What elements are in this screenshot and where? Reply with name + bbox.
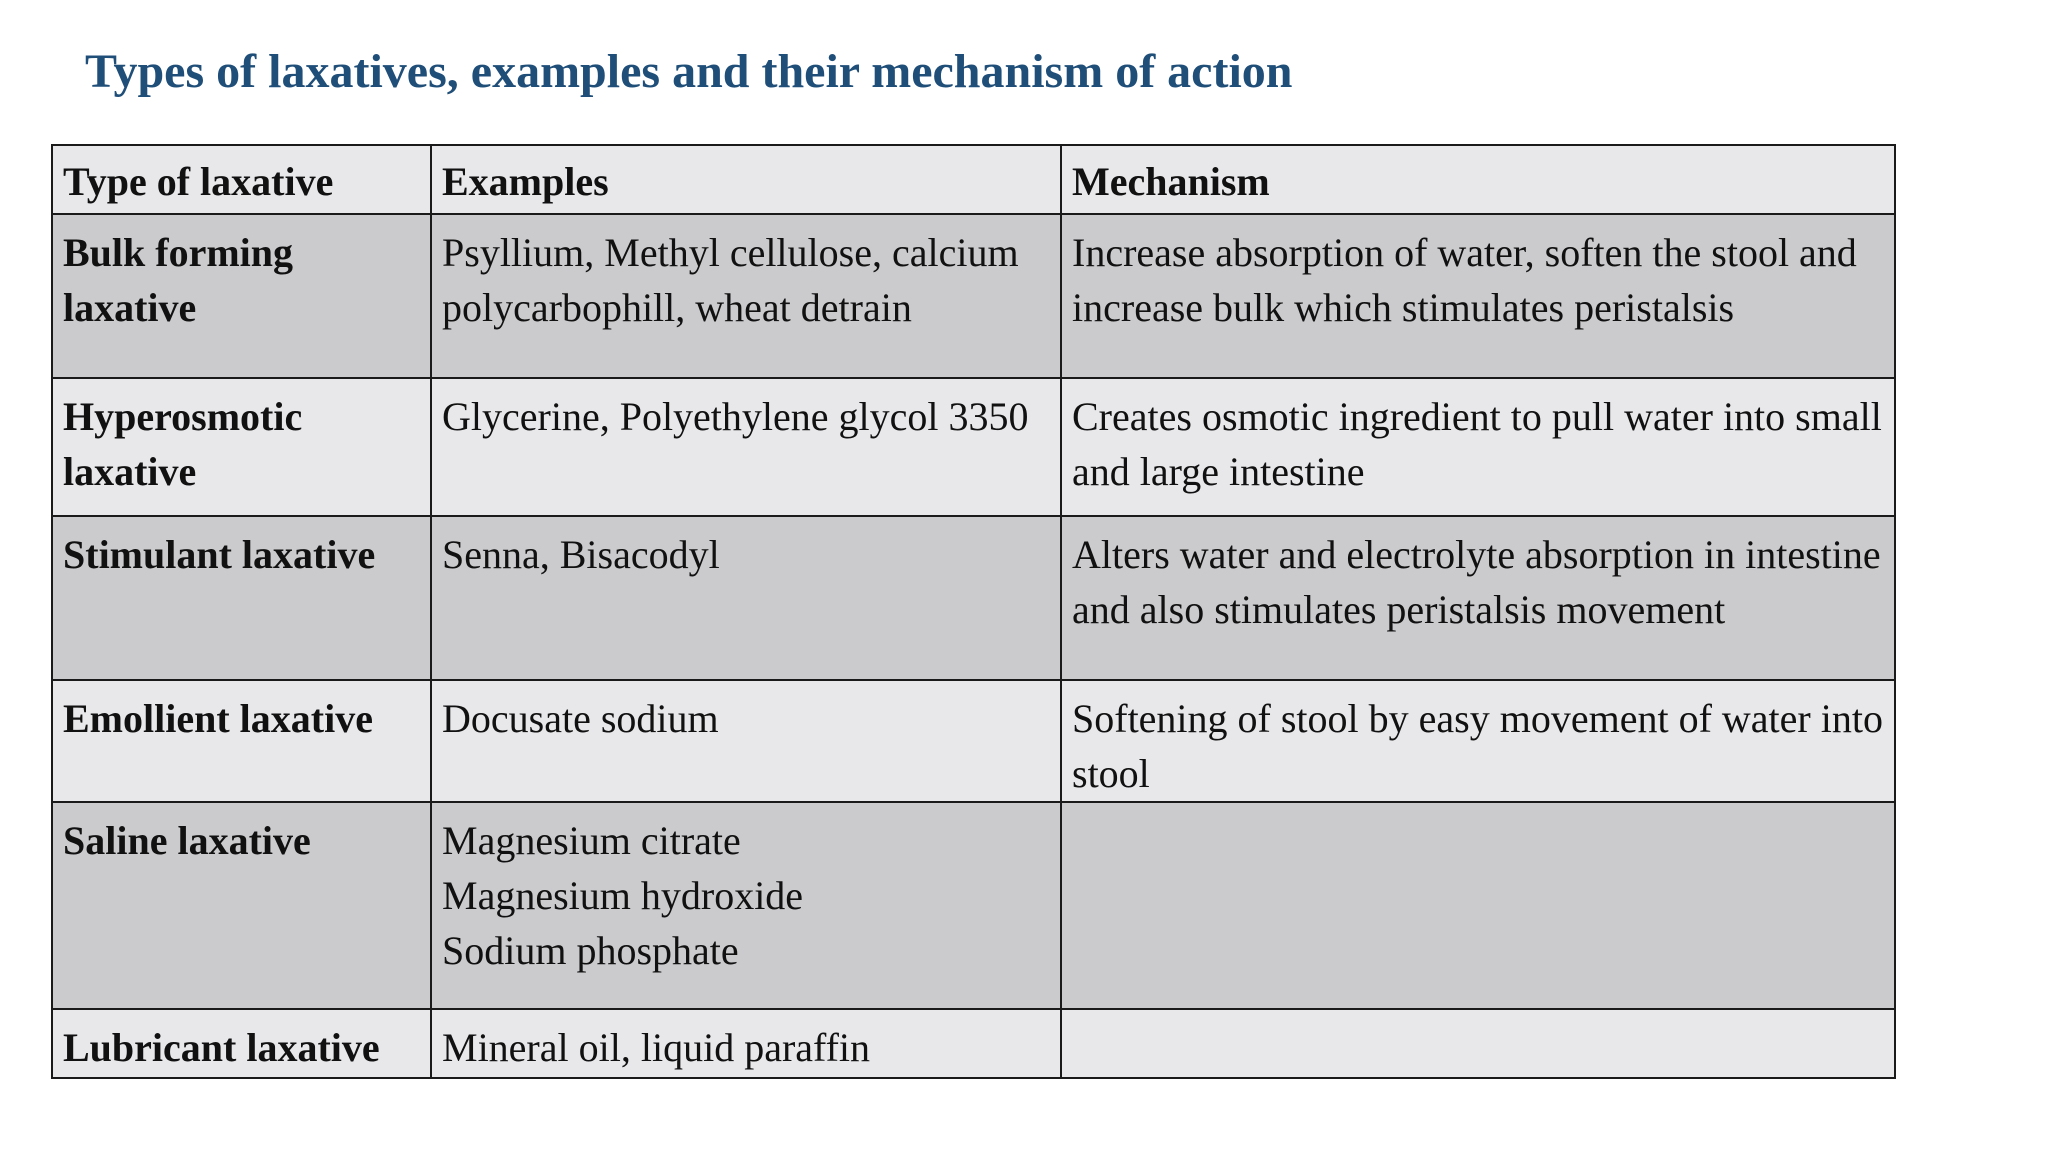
mechanism-cell bbox=[1061, 802, 1895, 1009]
mechanism-cell: Creates osmotic ingredient to pull water into small and large intestine bbox=[1061, 378, 1895, 516]
table-row bbox=[52, 802, 1895, 1009]
mechanism-cell: Softening of stool by easy movement of water into stool bbox=[1061, 680, 1895, 802]
laxatives-table bbox=[51, 144, 1896, 1079]
table-header-row bbox=[52, 145, 1895, 214]
header-examples: Examples bbox=[431, 145, 1061, 214]
type-cell: Hyperosmotic laxative bbox=[52, 378, 431, 516]
examples-cell: Mineral oil, liquid paraffin bbox=[431, 1009, 1061, 1078]
type-cell: Lubricant laxative bbox=[52, 1009, 431, 1078]
table-row bbox=[52, 680, 1895, 802]
table-row bbox=[52, 378, 1895, 516]
table-row bbox=[52, 516, 1895, 680]
table-row bbox=[52, 214, 1895, 378]
header-type-of-laxative: Type of laxative bbox=[52, 145, 431, 214]
example-line: Magnesium citrate bbox=[442, 818, 741, 863]
example-line: Sodium phosphate bbox=[442, 928, 739, 973]
type-cell: Saline laxative bbox=[52, 802, 431, 1009]
examples-cell bbox=[431, 802, 1061, 1009]
type-cell: Stimulant laxative bbox=[52, 516, 431, 680]
mechanism-cell bbox=[1061, 1009, 1895, 1078]
examples-cell: Senna, Bisacodyl bbox=[431, 516, 1061, 680]
mechanism-cell: Alters water and electrolyte absorption in intestine and also stimulates peristalsis movement bbox=[1061, 516, 1895, 680]
type-cell: Emollient laxative bbox=[52, 680, 431, 802]
mechanism-cell: Increase absorption of water, soften the stool and increase bulk which stimulates peristalsis bbox=[1061, 214, 1895, 378]
table-row bbox=[52, 1009, 1895, 1078]
header-mechanism: Mechanism bbox=[1061, 145, 1895, 214]
type-cell: Bulk forming laxative bbox=[52, 214, 431, 378]
examples-cell: Glycerine, Polyethylene glycol 3350 bbox=[431, 378, 1061, 516]
examples-cell: Docusate sodium bbox=[431, 680, 1061, 802]
slide-title: Types of laxatives, examples and their mechanism of action bbox=[85, 45, 1293, 98]
example-line: Magnesium hydroxide bbox=[442, 873, 804, 918]
examples-cell: Psyllium, Methyl cellulose, calcium polycarbophill, wheat detrain bbox=[431, 214, 1061, 378]
